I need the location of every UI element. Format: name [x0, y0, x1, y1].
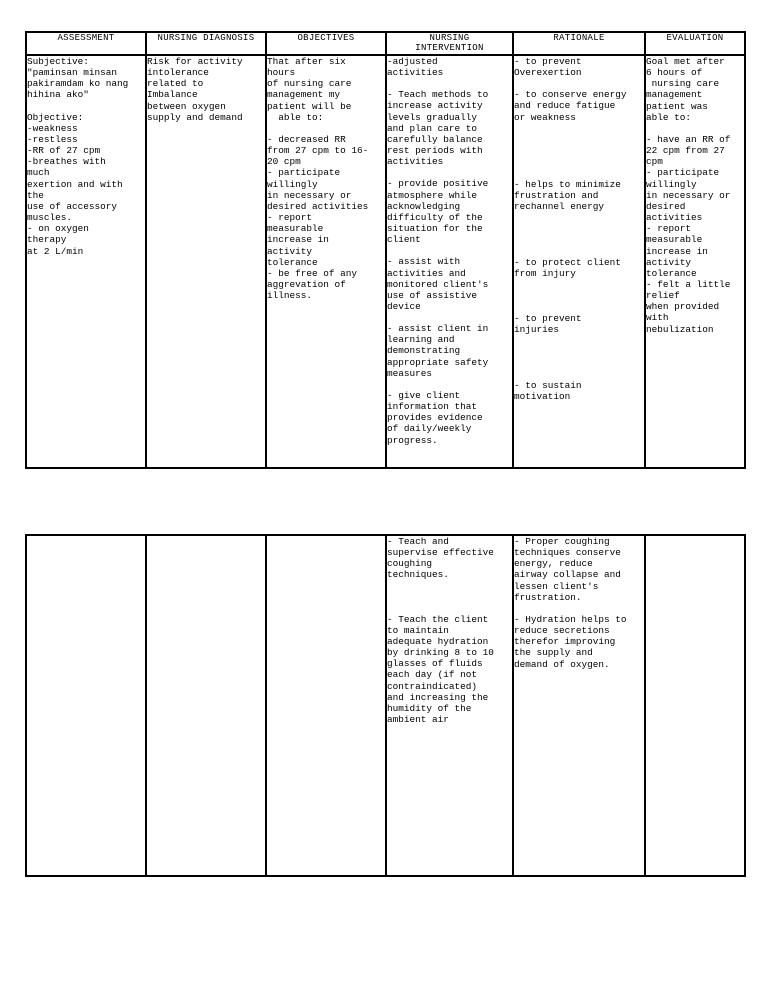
rationale-item: - to prevent injuries: [514, 312, 582, 335]
table-row: [26, 535, 745, 876]
rationale-item: - helps to minimize frustration and rechannel energy: [514, 178, 621, 213]
objectives-intro: That after six hours of nursing care management my patient will be able to:: [267, 56, 352, 123]
intervention-item: - provide positive atmosphere while acknowledging difficulty of the situation for the client: [387, 178, 489, 246]
evaluation-list: - have an RR of 22 cpm from 27 cpm - participate willingly in necessary or desired activities - report measurable increase in activity tolerance - felt a little relief when provided with nebulization: [646, 133, 731, 335]
rationale-item: - to conserve energy and reduce fatigue or weakness: [514, 89, 627, 123]
intervention-cell: [386, 55, 513, 468]
intervention-item: -adjusted activities: [387, 56, 444, 79]
header-rationale: RATIONALE: [513, 32, 645, 55]
rationale-item: - to protect client from injury: [514, 257, 621, 280]
intervention-item: - assist client in learning and demonstrating appropriate safety measures: [387, 323, 489, 379]
intervention-item: - Teach methods to increase activity levels gradually and plan care to carefully balance rest periods with activities: [387, 89, 489, 168]
care-plan-table-1: [25, 31, 746, 469]
objectives-cell: [266, 535, 386, 876]
care-plan-table-2: [25, 534, 746, 877]
diagnosis-text: Risk for activity intolerance related to Imbalance between oxygen supply and demand: [147, 56, 243, 123]
intervention-item: - Teach and supervise effective coughing techniques.: [387, 536, 494, 581]
evaluation-intro: Goal met after 6 hours of nursing care management patient was able to:: [646, 56, 725, 123]
rationale-item: - Proper coughing techniques conserve energy, reduce airway collapse and lessen client's frustration.: [514, 536, 621, 603]
assessment-cell: [26, 55, 146, 468]
rationale-cell: [513, 535, 645, 876]
rationale-item: - to prevent Overexertion: [514, 56, 582, 79]
header-evaluation: EVALUATION: [645, 32, 745, 55]
header-nursing-intervention: NURSING INTERVENTION: [386, 32, 513, 55]
diagnosis-cell: [146, 55, 266, 468]
subjective-text: Subjective: "paminsan minsan pakiramdam ko nang hihina ako": [27, 56, 129, 101]
rationale-item: - to sustain motivation: [514, 379, 582, 403]
evaluation-cell: [645, 55, 745, 468]
evaluation-cell: [645, 535, 745, 876]
intervention-item: - give client information that provides evidence of daily/weekly progress.: [387, 389, 483, 446]
rationale-item: - Hydration helps to reduce secretions therefor improving the supply and demand of oxygen.: [514, 613, 627, 670]
intervention-item: - assist with activities and monitored client's use of assistive device: [387, 256, 489, 312]
objectives-cell: [266, 55, 386, 468]
header-row: [26, 32, 745, 55]
intervention-item: - Teach the client to maintain adequate hydration by drinking 8 to 10 glasses of fluids each day (if not contraindicated) and increasing the humidity of the ambient air: [387, 613, 494, 726]
assessment-cell: [26, 535, 146, 876]
header-objectives: OBJECTIVES: [266, 32, 386, 55]
header-assessment: ASSESSMENT: [26, 32, 146, 55]
diagnosis-cell: [146, 535, 266, 876]
objective-text: Objective: -weakness -restless -RR of 27 cpm -breathes with much exertion and with the use of accessory muscles. - on oxygen therapy at 2 L/min: [27, 111, 123, 257]
header-nursing-diagnosis: NURSING DIAGNOSIS: [146, 32, 266, 55]
objectives-list: - decreased RR from 27 cpm to 16- 20 cpm - participate willingly in necessary or desired activities - report measurable increase in activity tolerance - be free of any aggrevation of illness.: [267, 133, 369, 302]
intervention-cell: [386, 535, 513, 876]
rationale-cell: [513, 55, 645, 468]
table-row: [26, 55, 745, 468]
